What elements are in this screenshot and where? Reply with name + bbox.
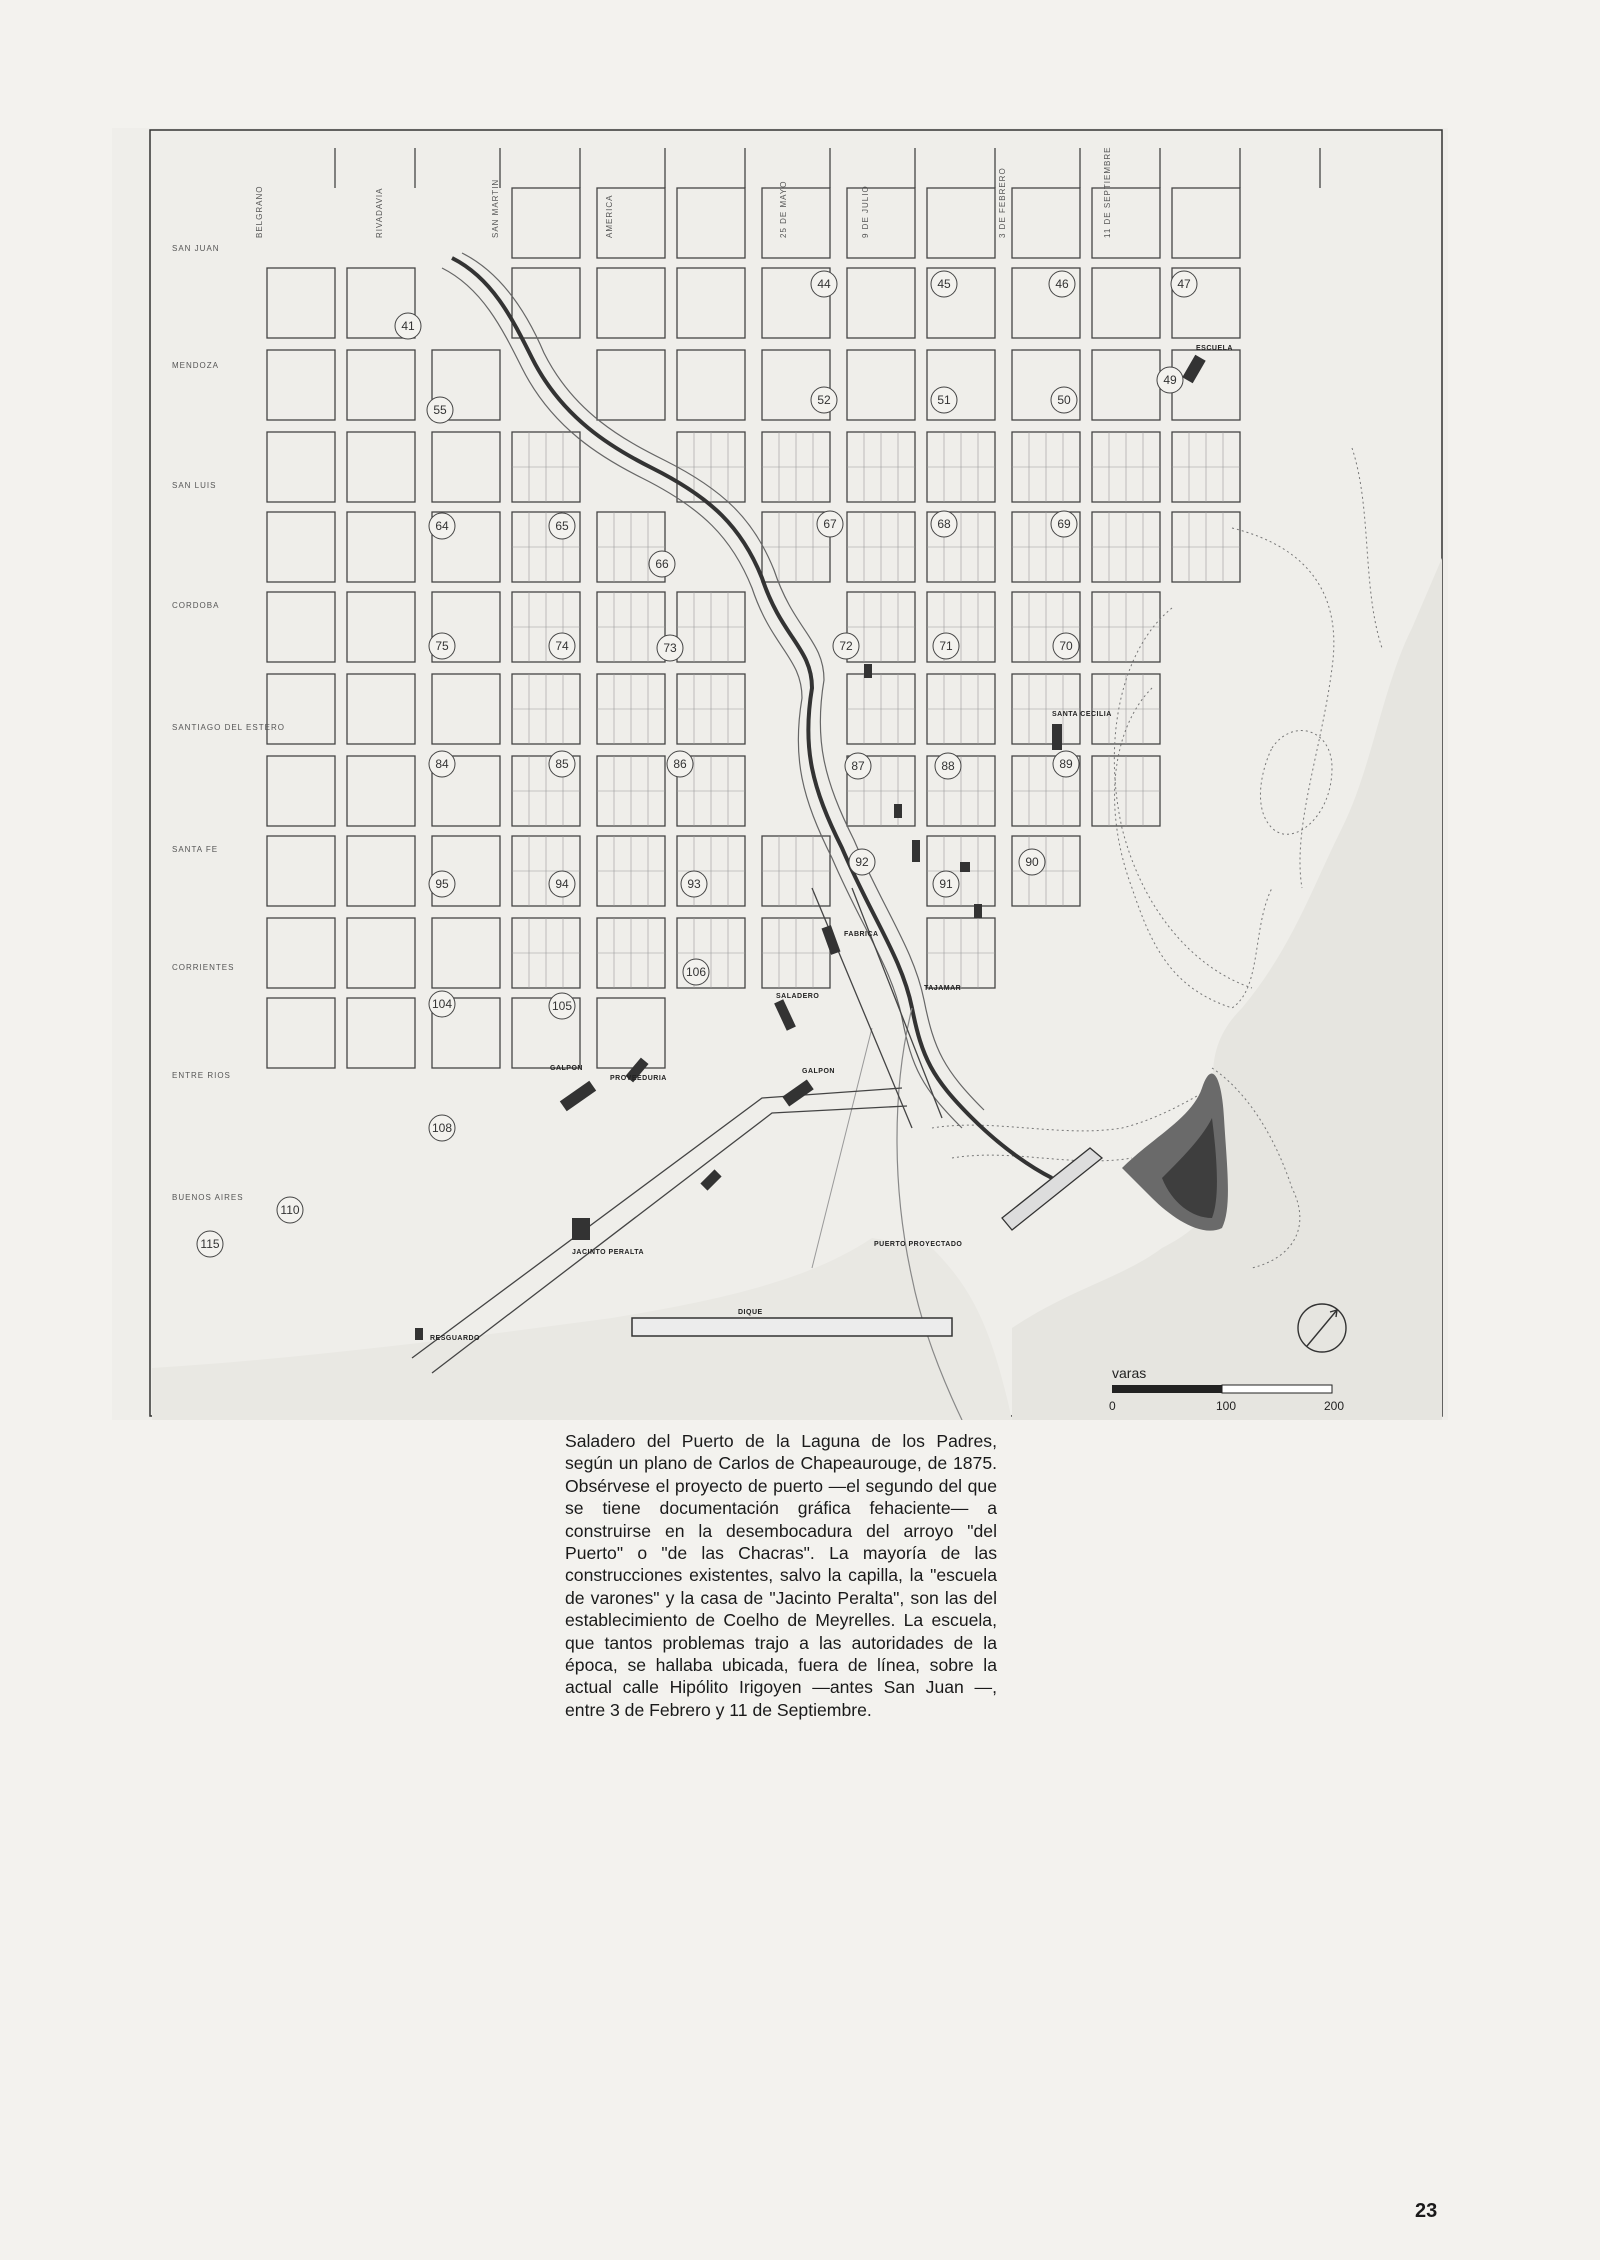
city-block	[347, 998, 415, 1068]
city-block	[847, 188, 915, 258]
city-block	[1092, 268, 1160, 338]
block-number	[649, 551, 675, 577]
city-block	[847, 350, 915, 420]
city-block	[597, 350, 665, 420]
street-label-top: 11 DE SEPTIEMBRE	[1103, 146, 1112, 238]
block-number	[429, 991, 455, 1017]
figure-caption: Saladero del Puerto de la Laguna de los Padres, según un plano de Carlos de Chapeaurouge, de 1875. Obsérvese el proyecto de puerto —el segundo del que se tiene documentación gráfica fehaciente— a construirse en la desembocadura del arroyo "del Puerto" o "de las Chacras". La mayoría de las construcciones existentes, salvo la capilla, la "escuela de varones" y la casa de "Jacinto Peralta", son las del establecimiento de Coelho de Meyrelles. La escuela, que tantos problemas trajo a las autoridades de la época, se hallaba ubicada, fuera de línea, sobre la actual calle Hipólito Irigoyen —antes San Juan —, entre 3 de Febrero y 11 de Septiembre.	[565, 1431, 997, 1720]
block-number	[681, 871, 707, 897]
scale-tick-200: 200	[1324, 1399, 1345, 1413]
sea-area	[1012, 558, 1442, 1420]
svg-text:66: 66	[655, 557, 669, 571]
svg-text:72: 72	[839, 639, 853, 653]
projected-pier	[1002, 1148, 1102, 1230]
label-proveeduria: PROVEEDURIA	[610, 1075, 667, 1082]
street-label-left: CORDOBA	[172, 601, 220, 610]
svg-text:94: 94	[555, 877, 569, 891]
svg-text:105: 105	[551, 999, 573, 1013]
street-label-top: RIVADAVIA	[375, 187, 384, 238]
svg-text:115: 115	[200, 1237, 220, 1251]
street-label-left: SAN JUAN	[172, 244, 220, 253]
rocky-point	[1122, 1074, 1228, 1231]
block-number	[277, 1197, 303, 1223]
svg-text:95: 95	[435, 877, 449, 891]
block-number	[197, 1231, 223, 1257]
block-number	[931, 511, 957, 537]
svg-text:89: 89	[1059, 757, 1073, 771]
street-label-left: SANTIAGO DEL ESTERO	[172, 723, 285, 732]
label-santa-cecilia: SANTA CECILIA	[1052, 711, 1112, 718]
city-block	[432, 432, 500, 502]
city-block	[927, 188, 995, 258]
svg-text:74: 74	[555, 639, 569, 653]
city-block	[597, 998, 665, 1068]
svg-text:55: 55	[433, 403, 447, 417]
city-block	[267, 918, 335, 988]
svg-text:91: 91	[939, 877, 953, 891]
block-number	[683, 959, 709, 985]
city-block	[267, 432, 335, 502]
city-block	[347, 674, 415, 744]
block-number	[931, 271, 957, 297]
block-number	[429, 751, 455, 777]
block-number	[811, 271, 837, 297]
block-number	[549, 513, 575, 539]
block-number	[549, 871, 575, 897]
street-label-left: ENTRE RIOS	[172, 1071, 231, 1080]
city-block	[347, 432, 415, 502]
street-label-top: SAN MARTIN	[491, 178, 500, 238]
svg-text:46: 46	[1055, 277, 1069, 291]
block-number	[811, 387, 837, 413]
label-galpon-left: GALPON	[550, 1065, 583, 1072]
svg-text:68: 68	[937, 517, 951, 531]
street-label-top: 9 DE JULIO	[861, 185, 870, 238]
city-block	[1012, 188, 1080, 258]
svg-text:51: 51	[937, 393, 951, 407]
svg-text:84: 84	[435, 757, 449, 771]
city-block	[762, 188, 830, 258]
city-block	[267, 674, 335, 744]
svg-text:86: 86	[673, 757, 687, 771]
block-number	[429, 1115, 455, 1141]
svg-text:69: 69	[1057, 517, 1071, 531]
street-label-left: CORRIENTES	[172, 963, 235, 972]
page-number: 23	[1415, 2200, 1438, 2222]
block-number	[1051, 511, 1077, 537]
block-number	[845, 753, 871, 779]
label-saladero: SALADERO	[776, 993, 820, 1000]
city-block	[512, 188, 580, 258]
svg-text:93: 93	[687, 877, 701, 891]
svg-text:110: 110	[280, 1203, 300, 1217]
svg-text:44: 44	[817, 277, 831, 291]
city-block	[677, 350, 745, 420]
city-block	[267, 592, 335, 662]
block-number	[549, 633, 575, 659]
label-jacinto-peralta: JACINTO PERALTA	[572, 1249, 645, 1256]
block-number	[1051, 387, 1077, 413]
street-label-top: AMERICA	[605, 194, 614, 238]
city-block	[267, 836, 335, 906]
block-number	[1053, 633, 1079, 659]
block-number	[667, 751, 693, 777]
svg-text:108: 108	[431, 1121, 453, 1135]
svg-text:49: 49	[1163, 373, 1177, 387]
block-number	[429, 871, 455, 897]
label-dique: DIQUE	[738, 1309, 763, 1316]
label-resguardo: RESGUARDO	[430, 1335, 481, 1342]
block-number	[395, 313, 421, 339]
svg-text:73: 73	[663, 641, 677, 655]
label-escuela: ESCUELA	[1196, 345, 1233, 352]
scale-unit-label: varas	[1112, 1365, 1147, 1381]
block-number	[1019, 849, 1045, 875]
label-puerto-proyectado: PUERTO PROYECTADO	[874, 1241, 963, 1248]
street-label-left: MENDOZA	[172, 361, 219, 370]
svg-text:71: 71	[939, 639, 953, 653]
block-number	[1053, 751, 1079, 777]
scale-tick-100: 100	[1216, 1399, 1237, 1413]
city-block	[1092, 350, 1160, 420]
svg-text:87: 87	[851, 759, 865, 773]
svg-text:47: 47	[1177, 277, 1191, 291]
svg-text:104: 104	[431, 997, 453, 1011]
svg-text:88: 88	[941, 759, 955, 773]
block-number	[429, 513, 455, 539]
svg-text:106: 106	[685, 965, 707, 979]
svg-text:50: 50	[1057, 393, 1071, 407]
svg-text:92: 92	[855, 855, 869, 869]
dique	[632, 1318, 952, 1336]
city-block	[267, 350, 335, 420]
city-block	[347, 756, 415, 826]
label-fabrica: FABRICA	[844, 931, 879, 938]
block-number	[833, 633, 859, 659]
block-number	[429, 633, 455, 659]
block-number	[931, 387, 957, 413]
street-label-top: BELGRANO	[255, 185, 264, 238]
street-label-top: 3 DE FEBRERO	[998, 167, 1007, 238]
city-block	[267, 268, 335, 338]
city-block	[267, 512, 335, 582]
street-label-left: BUENOS AIRES	[172, 1193, 244, 1202]
block-number	[849, 849, 875, 875]
svg-text:67: 67	[823, 517, 837, 531]
block-number	[933, 633, 959, 659]
block-number	[817, 511, 843, 537]
city-block	[267, 998, 335, 1068]
city-block	[847, 268, 915, 338]
block-number	[933, 871, 959, 897]
city-block	[432, 674, 500, 744]
block-number	[935, 753, 961, 779]
svg-text:65: 65	[555, 519, 569, 533]
svg-text:52: 52	[817, 393, 831, 407]
block-number	[1157, 367, 1183, 393]
scale-tick-0: 0	[1109, 1399, 1116, 1413]
city-block	[347, 592, 415, 662]
city-block	[677, 268, 745, 338]
street-label-top: 25 DE MAYO	[779, 180, 788, 238]
city-block	[347, 512, 415, 582]
place-labels	[430, 345, 1233, 1342]
svg-text:90: 90	[1025, 855, 1039, 869]
svg-text:70: 70	[1059, 639, 1073, 653]
block-number	[1049, 271, 1075, 297]
city-blocks	[267, 148, 1320, 1068]
street-label-left: SANTA FE	[172, 845, 219, 854]
svg-text:64: 64	[435, 519, 449, 533]
block-number	[549, 993, 575, 1019]
svg-text:41: 41	[401, 319, 415, 333]
block-number	[427, 397, 453, 423]
city-block	[347, 350, 415, 420]
city-block	[347, 918, 415, 988]
city-block	[677, 188, 745, 258]
block-number	[1171, 271, 1197, 297]
block-number	[657, 635, 683, 661]
city-block	[597, 268, 665, 338]
city-block	[1172, 188, 1240, 258]
label-tajamar: TAJAMAR	[924, 985, 962, 992]
svg-text:45: 45	[937, 277, 951, 291]
city-block	[347, 836, 415, 906]
city-block	[432, 918, 500, 988]
town-plan-map	[112, 128, 1448, 1420]
svg-text:85: 85	[555, 757, 569, 771]
city-block	[267, 756, 335, 826]
street-label-left: SAN LUIS	[172, 481, 217, 490]
city-block	[512, 268, 580, 338]
label-galpon: GALPON	[802, 1068, 835, 1075]
svg-text:75: 75	[435, 639, 449, 653]
block-number	[549, 751, 575, 777]
